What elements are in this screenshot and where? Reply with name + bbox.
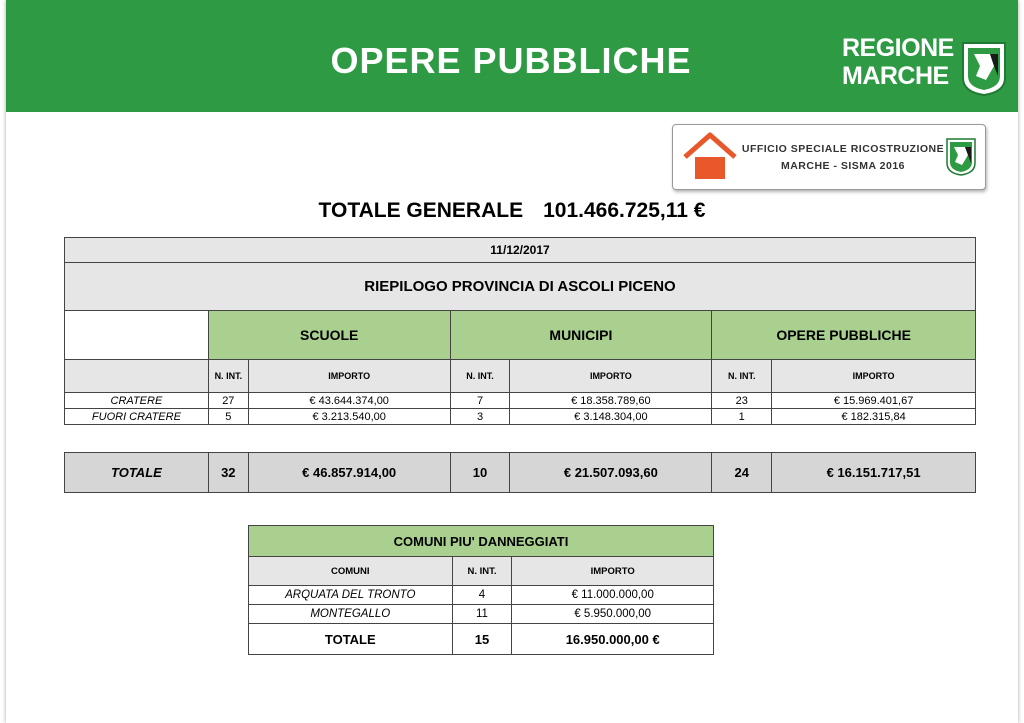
table-cell: 27 — [208, 393, 248, 409]
row-label: CRATERE — [65, 393, 209, 409]
table-cell: 32 — [208, 453, 248, 493]
house-icon — [681, 131, 739, 181]
column-header-n-int: N. INT. — [712, 360, 772, 393]
ufficio-line-1: UFFICIO SPECIALE RICOSTRUZIONE — [741, 143, 945, 155]
table-cell: € 43.644.374,00 — [248, 393, 450, 409]
ufficio-line-2: MARCHE - SISMA 2016 — [780, 160, 906, 172]
column-header-n-int: N. INT. — [208, 360, 248, 393]
totale-label: TOTALE — [65, 453, 209, 493]
table-cell: 4 — [452, 586, 512, 605]
regione-shield-icon — [960, 40, 1008, 96]
table-cell: 16.950.000,00 € — [512, 624, 714, 655]
totale-table — [64, 452, 976, 493]
table-row — [249, 586, 714, 605]
table-cell: 5 — [208, 409, 248, 425]
table-cell: 10 — [450, 453, 510, 493]
table-cell: 15 — [452, 624, 512, 655]
totale-generale — [6, 199, 1018, 223]
column-header-comuni: COMUNI — [249, 557, 453, 586]
comune-name: MONTEGALLO — [249, 605, 453, 624]
comuni-totale-label: TOTALE — [249, 624, 453, 655]
category-opere-pubbliche: OPERE PUBBLICHE — [712, 311, 976, 360]
empty-corner-cell — [65, 311, 209, 360]
comuni-title: COMUNI PIU' DANNEGGIATI — [249, 526, 714, 557]
column-header-importo: IMPORTO — [772, 360, 976, 393]
comuni-totale-row — [249, 624, 714, 655]
table-row — [249, 605, 714, 624]
table-cell: € 15.969.401,67 — [772, 393, 976, 409]
empty-sub-cell — [65, 360, 209, 393]
table-cell: € 21.507.093,60 — [510, 453, 712, 493]
column-header-n-int: N. INT. — [452, 557, 512, 586]
table-cell: € 16.151.717,51 — [772, 453, 976, 493]
column-header-importo: IMPORTO — [248, 360, 450, 393]
table-row — [65, 393, 976, 409]
table-cell: 7 — [450, 393, 510, 409]
table-cell: 24 — [712, 453, 772, 493]
table-cell: € 3.213.540,00 — [248, 409, 450, 425]
table-cell: 11 — [452, 605, 512, 624]
table-cell: € 182.315,84 — [772, 409, 976, 425]
page-title: OPERE PUBBLICHE — [330, 40, 692, 81]
column-header-importo: IMPORTO — [510, 360, 712, 393]
marche-shield-icon — [945, 137, 977, 177]
table-cell: € 46.857.914,00 — [248, 453, 450, 493]
totale-generale-value: 101.466.725,11 € — [543, 199, 706, 222]
regione-marche-logo — [842, 34, 1012, 96]
logo-line-1: REGIONE — [842, 34, 954, 62]
table-cell: € 3.148.304,00 — [510, 409, 712, 425]
header-banner — [6, 0, 1018, 112]
logo-line-2: MARCHE — [842, 62, 949, 90]
table-cell: 3 — [450, 409, 510, 425]
comuni-table — [248, 525, 714, 655]
ufficio-ricostruzione-logo — [672, 124, 986, 190]
column-header-n-int: N. INT. — [450, 360, 510, 393]
column-header-importo: IMPORTO — [512, 557, 714, 586]
riepilogo-title: RIEPILOGO PROVINCIA DI ASCOLI PICENO — [65, 263, 976, 311]
riepilogo-table — [64, 237, 976, 425]
totale-row — [65, 453, 976, 493]
document-page — [6, 0, 1018, 723]
table-cell: € 11.000.000,00 — [512, 586, 714, 605]
totale-generale-label: TOTALE GENERALE — [318, 199, 524, 222]
table-cell: 1 — [712, 409, 772, 425]
row-label: FUORI CRATERE — [65, 409, 209, 425]
table-cell: € 5.950.000,00 — [512, 605, 714, 624]
report-date: 11/12/2017 — [65, 238, 976, 263]
category-municipi: MUNICIPI — [450, 311, 712, 360]
table-row — [65, 409, 976, 425]
table-cell: 23 — [712, 393, 772, 409]
category-scuole: SCUOLE — [208, 311, 450, 360]
comune-name: ARQUATA DEL TRONTO — [249, 586, 453, 605]
table-cell: € 18.358.789,60 — [510, 393, 712, 409]
